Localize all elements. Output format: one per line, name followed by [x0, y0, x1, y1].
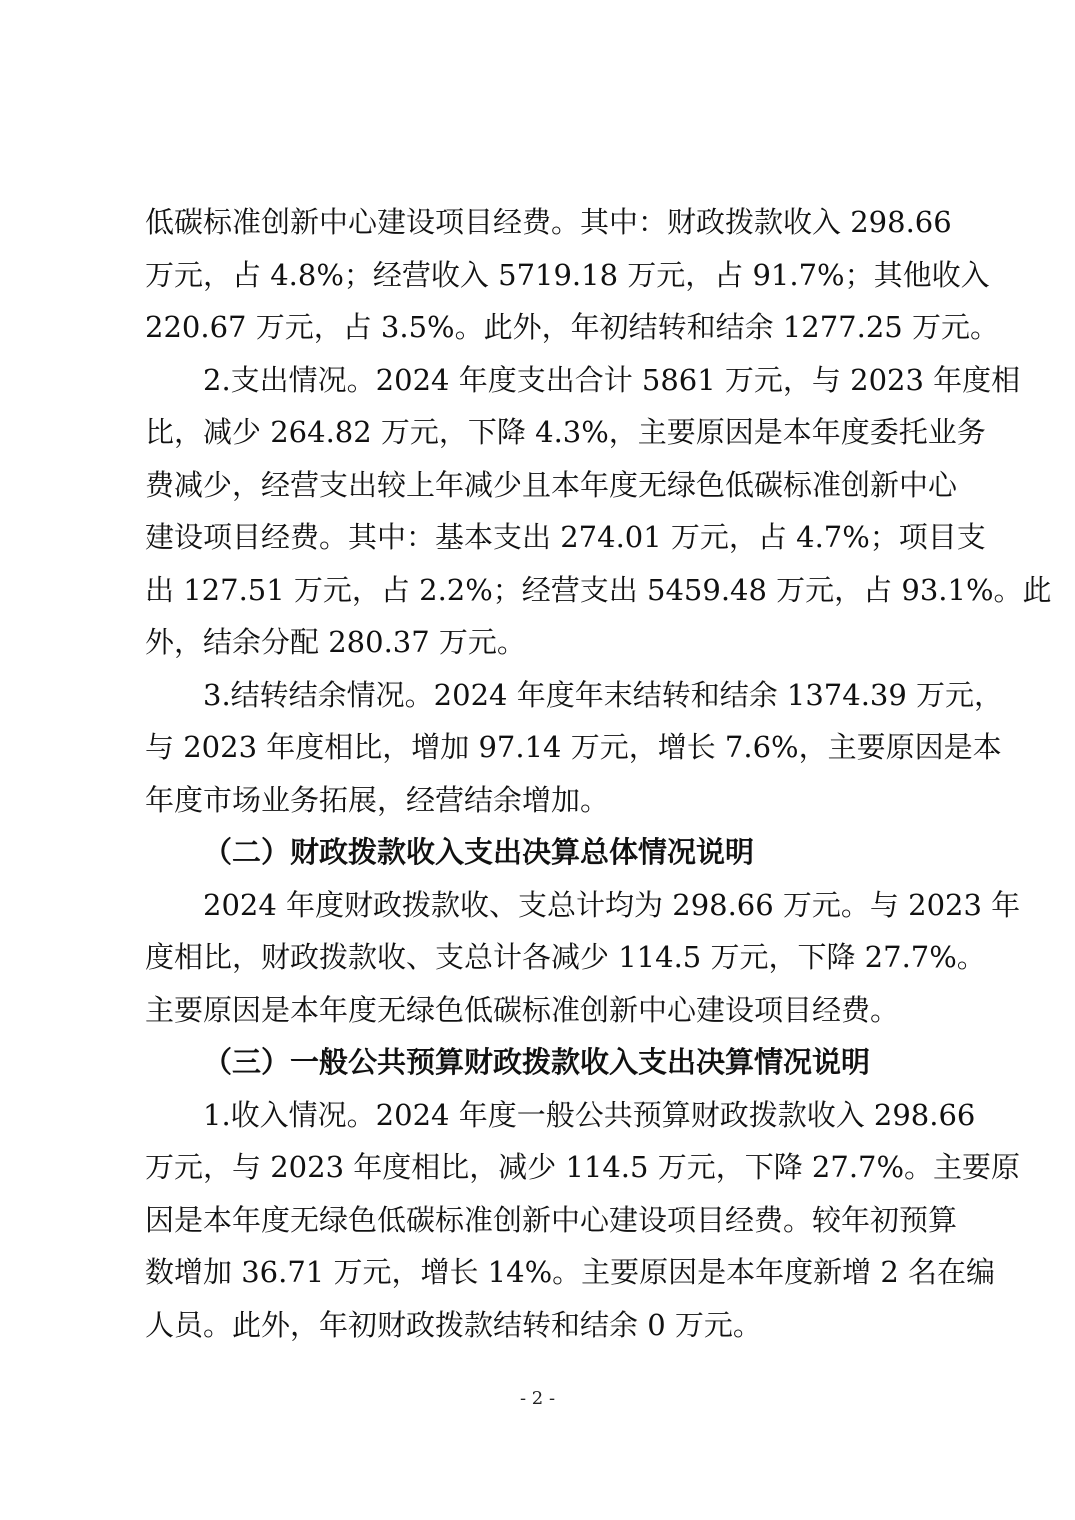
text-line: 主要原因是本年度无绿色低碳标准创新中心建设项目经费。 [145, 992, 900, 1027]
paragraph-first-line: 2.支出情况。2024 年度支出合计 5861 万元，与 2023 年度相 [203, 362, 1021, 397]
text-line: 万元，与 2023 年度相比，减少 114.5 万元，下降 27.7%。主要原 [145, 1150, 1021, 1184]
text-line: 度相比，财政拨款收、支总计各减少 114.5 万元，下降 27.7%。 [145, 940, 986, 974]
text-line: 万元，占 4.8%；经营收入 5719.18 万元，占 91.7%；其他收入 [145, 257, 990, 292]
text-line: 比，减少 264.82 万元，下降 4.3%，主要原因是本年度委托业务 [145, 415, 986, 449]
text-line: 与 2023 年度相比，增加 97.14 万元，增长 7.6%，主要原因是本 [145, 730, 1002, 764]
text-line: 人员。此外，年初财政拨款结转和结余 0 万元。 [145, 1307, 762, 1342]
text-line: 数增加 36.71 万元，增长 14%。主要原因是本年度新增 2 名在编 [145, 1255, 996, 1289]
text-line: 建设项目经费。其中：基本支出 274.01 万元，占 4.7%；项目支 [145, 520, 986, 554]
text-line: 出 127.51 万元，占 2.2%；经营支出 5459.48 万元，占 93.1%。此 [145, 572, 1052, 607]
text-line: 220.67 万元，占 3.5%。此外，年初结转和结余 1277.25 万元。 [145, 310, 999, 344]
text-line: 年度市场业务拓展，经营结余增加。 [145, 782, 610, 817]
section-heading: （二）财政拨款收入支出决算总体情况说明 [203, 835, 755, 869]
body-text [145, 196, 1052, 1351]
paragraph-first-line: 3.结转结余情况。2024 年度年末结转和结余 1374.39 万元， [203, 677, 1004, 712]
text-line: 因是本年度无绿色低碳标准创新中心建设项目经费。较年初预算 [145, 1202, 958, 1237]
page-number: - 2 - [519, 1388, 556, 1409]
text-line: 费减少，经营支出较上年减少且本年度无绿色低碳标准创新中心 [145, 467, 958, 502]
paragraph-first-line: 1.收入情况。2024 年度一般公共预算财政拨款收入 298.66 [203, 1097, 976, 1132]
text-line: 低碳标准创新中心建设项目经费。其中：财政拨款收入 298.66 [145, 205, 952, 239]
paragraph-first-line: 2024 年度财政拨款收、支总计均为 298.66 万元。与 2023 年 [203, 887, 1021, 922]
section-heading: （三）一般公共预算财政拨款收入支出决算情况说明 [203, 1045, 871, 1079]
text-line: 外，结余分配 280.37 万元。 [145, 625, 526, 659]
